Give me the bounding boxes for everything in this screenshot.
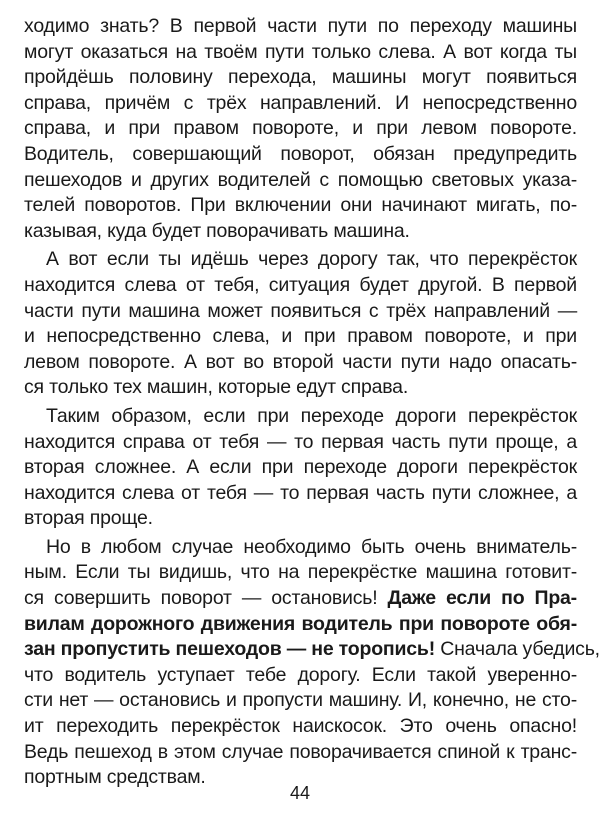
text-line bbox=[24, 688, 577, 714]
text-line bbox=[24, 91, 577, 117]
text-line bbox=[24, 506, 577, 532]
text-line bbox=[24, 430, 577, 456]
text-line bbox=[24, 247, 577, 273]
text-line bbox=[24, 193, 577, 219]
text-line bbox=[24, 455, 577, 481]
text-line bbox=[24, 40, 577, 66]
text-run: справа, и при правом повороте, и при левом повороте. bbox=[24, 117, 577, 140]
text-run: левом повороте. А вот во второй части пути надо опасать- bbox=[24, 350, 577, 373]
text-line bbox=[24, 560, 577, 586]
text-line bbox=[24, 663, 577, 689]
text-run: А вот если ты идёшь через дорогу так, что перекрёсток bbox=[46, 248, 577, 271]
text-line bbox=[24, 219, 577, 245]
text-line bbox=[24, 481, 577, 507]
text-run: портным средствам. bbox=[24, 766, 206, 789]
text-line bbox=[24, 586, 577, 612]
text-run: Таким образом, если при переходе дороги перекрёсток bbox=[46, 404, 577, 427]
text-line bbox=[24, 14, 577, 40]
text-run: находится слева от тебя, ситуация будет другой. В первой bbox=[24, 273, 577, 296]
text-line bbox=[24, 116, 577, 142]
text-run: Водитель, совершающий поворот, обязан предупредить bbox=[24, 142, 577, 165]
text-line bbox=[24, 637, 600, 663]
text-line bbox=[24, 299, 577, 325]
text-run: находится справа от тебя — то первая часть пути проще, а bbox=[24, 430, 577, 453]
text-line bbox=[24, 612, 577, 638]
bold-text: Даже если по Пра- bbox=[387, 587, 577, 610]
text-run: вторая проще. bbox=[24, 507, 153, 530]
text-run: ит переходить перекрёсток наискосок. Это очень опасно! bbox=[24, 715, 577, 738]
text-run: что водитель уступает тебе дорогу. Если такой уверенно- bbox=[24, 663, 577, 686]
paragraph bbox=[24, 404, 577, 532]
page-number: 44 bbox=[289, 783, 311, 803]
text-run: Сначала убедись, bbox=[435, 638, 600, 661]
text-run: телей поворотов. При включении они начинают мигать, по- bbox=[24, 194, 577, 217]
text-line bbox=[24, 273, 577, 299]
text-run: Ведь пешеход в этом случае поворачивается спиной к транс- bbox=[24, 740, 577, 763]
text-run: пройдёшь половину перехода, машины могут появиться bbox=[24, 66, 577, 89]
text-line bbox=[24, 65, 577, 91]
text-run: находится слева от тебя — то первая часть пути сложнее, а bbox=[24, 481, 577, 504]
text-run: части пути машина может появиться с трёх направлений — bbox=[24, 299, 577, 322]
text-line bbox=[24, 168, 577, 194]
text-line bbox=[24, 740, 577, 766]
text-line bbox=[24, 535, 577, 561]
text-line bbox=[24, 714, 577, 740]
text-run: и непосредственно слева, и при правом повороте, и при bbox=[24, 325, 577, 348]
text-line bbox=[24, 350, 577, 376]
text-line bbox=[24, 142, 577, 168]
text-run: сти нет — остановись и пропусти машину. И, конечно, не сто- bbox=[24, 689, 577, 712]
text-run: ся совершить поворот — остановись! bbox=[24, 587, 388, 610]
bold-text: зан пропустить пешеходов — не торопись! bbox=[24, 638, 436, 661]
paragraph bbox=[24, 247, 577, 401]
paragraph bbox=[24, 14, 577, 244]
text-run: пешеходов и других водителей с помощью световых указа- bbox=[24, 168, 577, 191]
text-run: могут оказаться на твоём пути только слева. А вот когда ты bbox=[24, 40, 577, 63]
text-run: справа, причём с трёх направлений. И непосредственно bbox=[24, 91, 577, 114]
text-line bbox=[24, 404, 577, 430]
text-line bbox=[24, 375, 577, 401]
text-run: Но в любом случае необходимо быть очень вниматель- bbox=[46, 535, 577, 558]
page-body bbox=[24, 14, 600, 794]
text-run: ся только тех машин, которые едут справа. bbox=[24, 376, 409, 399]
bold-text: вилам дорожного движения водитель при повороте обя- bbox=[24, 612, 577, 635]
text-run: казывая, куда будет поворачивать машина. bbox=[24, 219, 410, 242]
text-run: ходимо знать? В первой части пути по переходу машины bbox=[24, 15, 577, 37]
text-run: ным. Если ты видишь, что на перекрёстке машина готовит- bbox=[24, 561, 577, 584]
paragraph bbox=[24, 535, 600, 791]
text-run: вторая сложнее. А если при переходе дороги перекрёсток bbox=[24, 456, 577, 479]
text-line bbox=[24, 324, 577, 350]
